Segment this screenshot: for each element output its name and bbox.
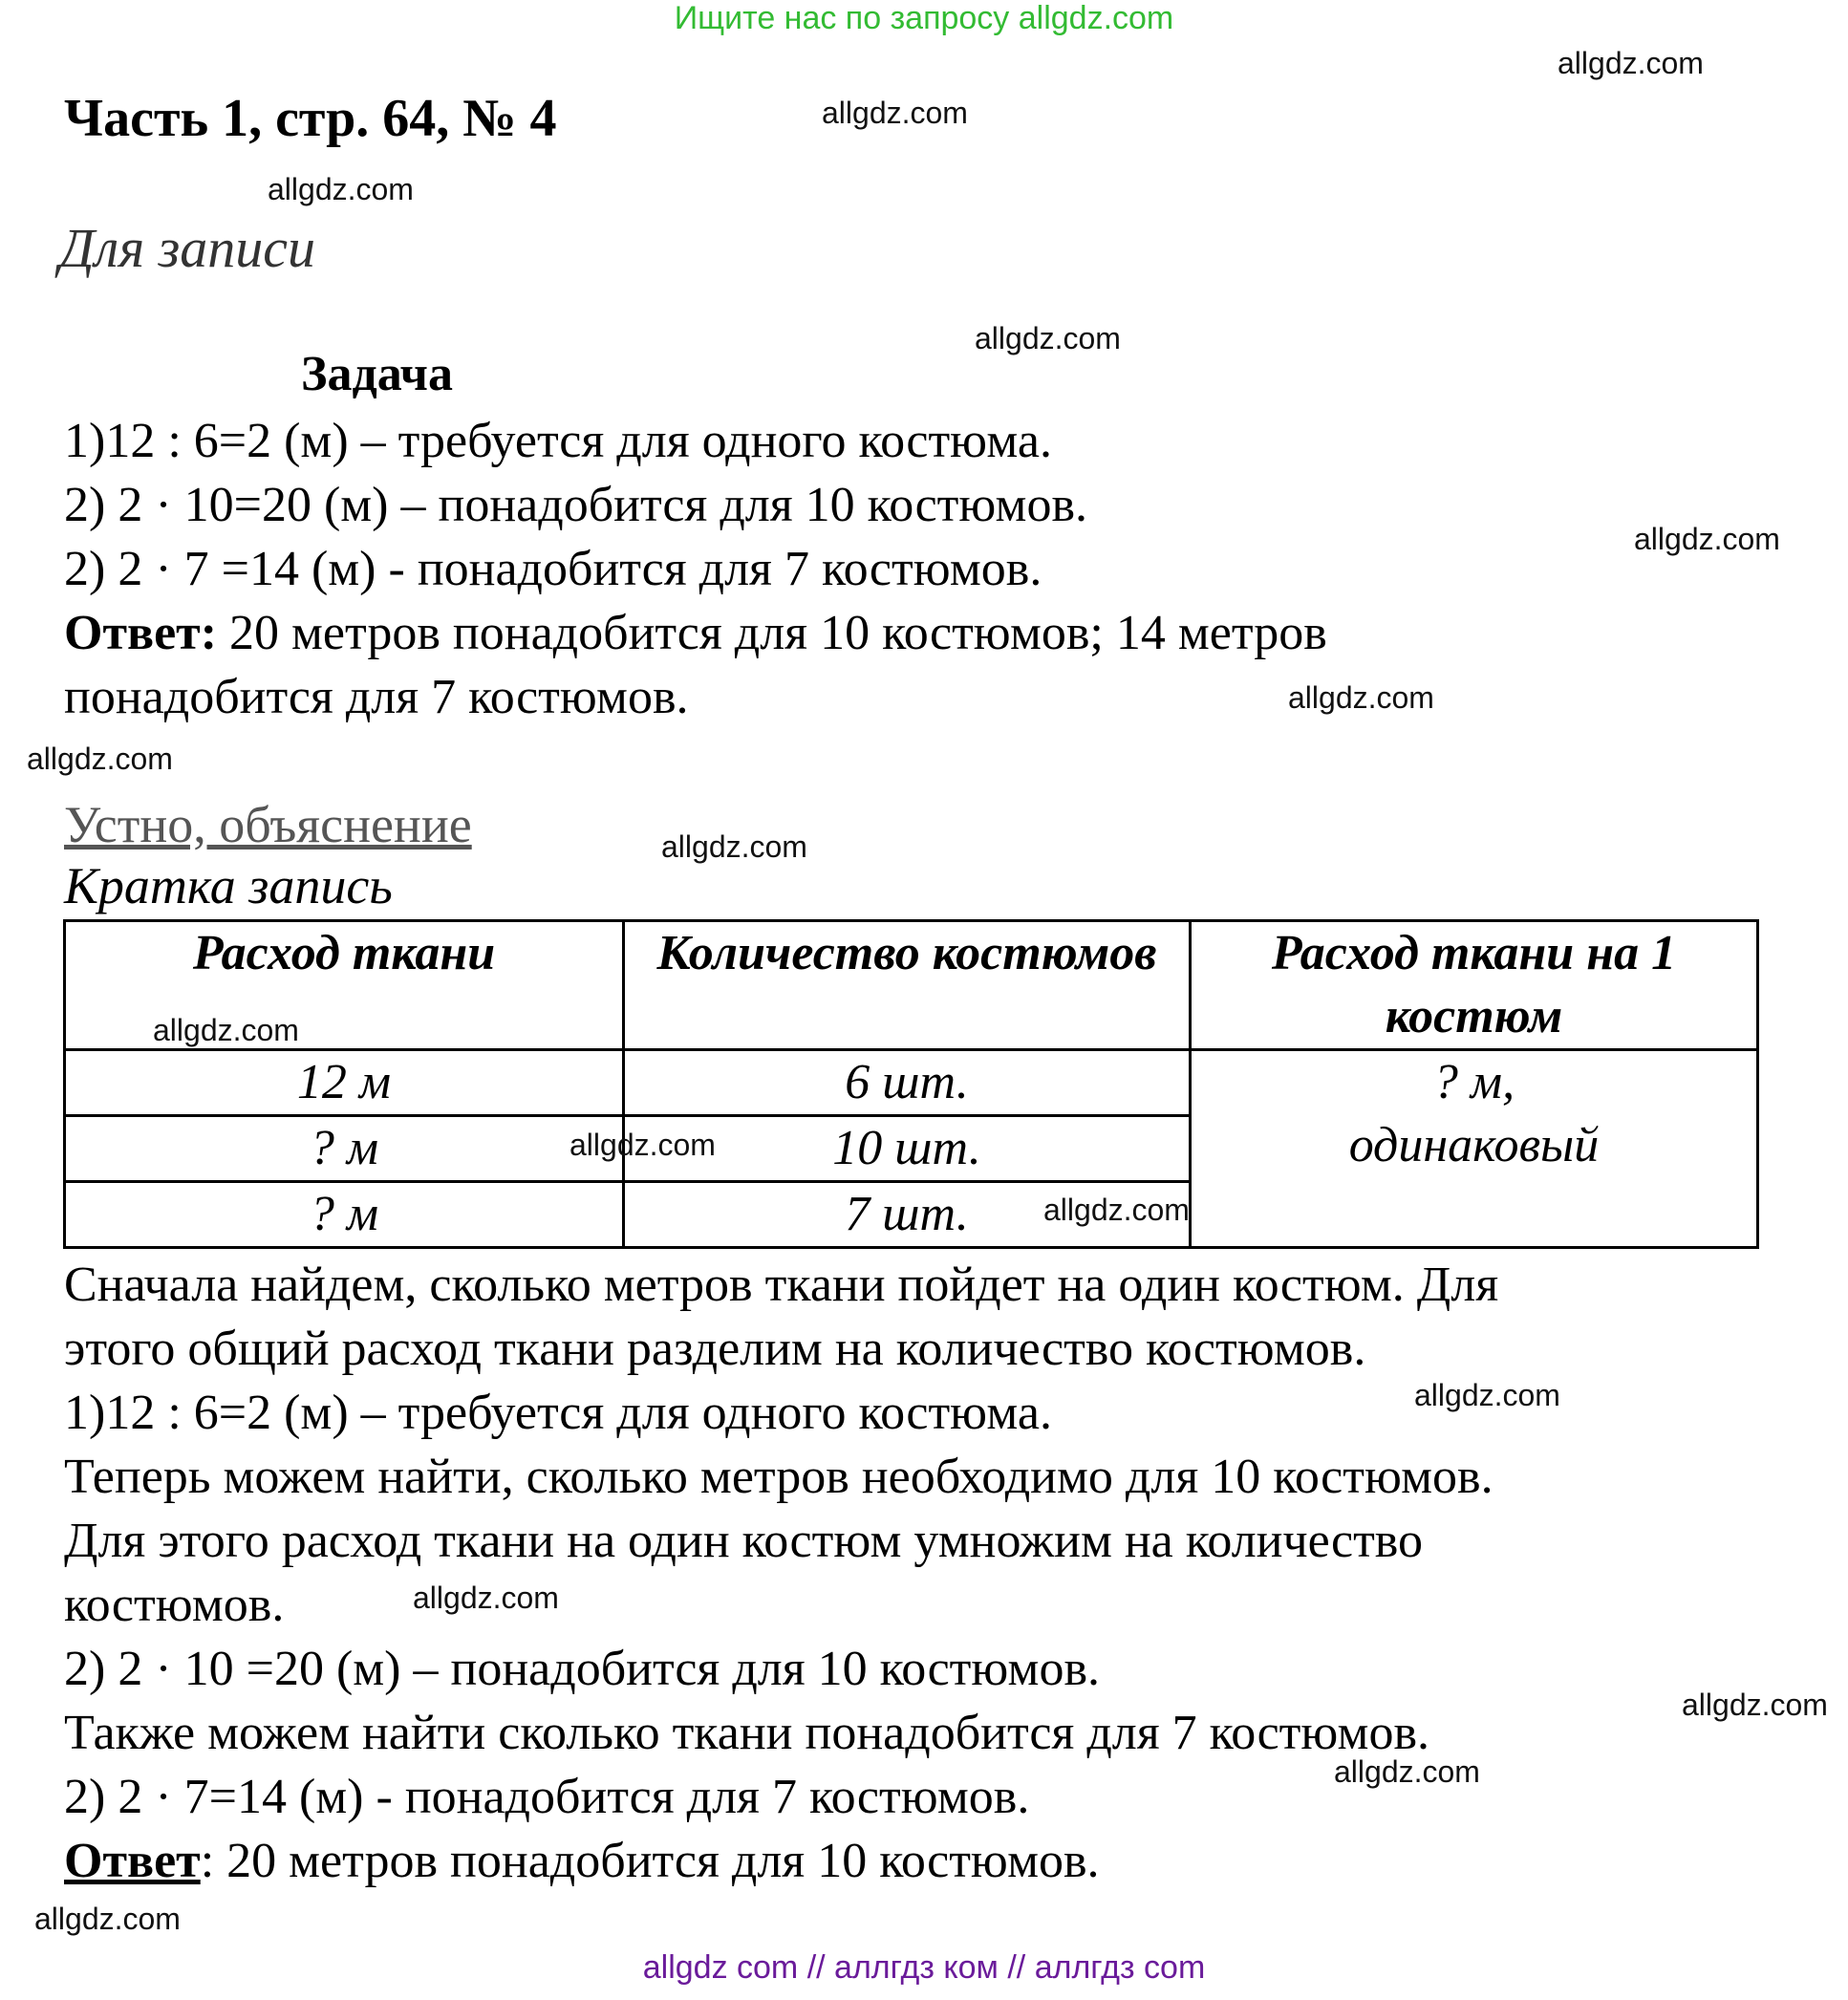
cell-count-3: 7 шт. — [624, 1182, 1191, 1248]
explanation-line-6: костюмов. — [64, 1578, 285, 1632]
watermark: allgdz.com — [975, 321, 1121, 355]
cell-count-1: 6 шт. — [624, 1050, 1191, 1116]
table-row — [65, 1050, 1758, 1116]
explanation-line-7: 2) 2 · 10 =20 (м) – понадобится для 10 костюмов. — [64, 1642, 1101, 1696]
per-suit-line-1: ? м, — [1432, 1055, 1515, 1109]
watermark: allgdz.com — [661, 829, 807, 864]
explanation-line-4: Теперь можем найти, сколько метров необходимо для 10 костюмов. — [64, 1450, 1493, 1504]
cell-fabric-2: ? м — [65, 1116, 624, 1182]
oral-heading: Устно, объяснение — [64, 796, 472, 853]
watermark: allgdz.com — [1634, 522, 1780, 556]
page-title: Часть 1, стр. 64, № 4 — [64, 89, 557, 148]
explanation-answer-label: Ответ — [64, 1834, 201, 1888]
cell-count-2: 10 шт. — [624, 1116, 1191, 1182]
answer-text-1: 20 метров понадобится для 10 костюмов; 14 метров — [217, 606, 1327, 660]
watermark: allgdz.com — [268, 172, 414, 206]
explanation-answer-text: : 20 метров понадобится для 10 костюмов. — [200, 1834, 1100, 1888]
watermark: allgdz.com — [822, 96, 968, 130]
watermark: allgdz.com — [569, 1128, 716, 1162]
explanation-answer — [64, 1833, 1100, 1889]
top-banner[interactable]: Ищите нас по запросу allgdz.com — [674, 0, 1174, 36]
explanation-line-3: 1)12 : 6=2 (м) – требуется для одного костюма. — [64, 1386, 1052, 1440]
watermark: allgdz.com — [413, 1581, 559, 1615]
header-fabric-per-suit: Расход ткани на 1 костюм — [1191, 921, 1758, 1050]
watermark: allgdz.com — [1334, 1754, 1480, 1789]
per-suit-line-2: одинаковый — [1348, 1118, 1600, 1172]
watermark: allgdz.com — [1288, 680, 1434, 715]
task-line-3: 2) 2 · 7 =14 (м) - понадобится для 7 костюмов. — [64, 542, 1042, 596]
watermark: allgdz.com — [34, 1902, 181, 1936]
task-line-1: 1)12 : 6=2 (м) – требуется для одного костюма. — [64, 414, 1052, 468]
explanation-line-2: этого общий расход ткани разделим на количество костюмов. — [64, 1322, 1366, 1376]
watermark: allgdz.com — [1558, 46, 1704, 80]
cell-fabric-3: ? м — [65, 1182, 624, 1248]
bottom-banner[interactable]: allgdz com // аллгдз ком // аллгдз com — [642, 1949, 1206, 1986]
explanation-line-8: Также можем найти сколько ткани понадобится для 7 костюмов. — [64, 1706, 1430, 1760]
short-record-table — [63, 919, 1759, 1249]
section-record-heading: Для записи — [59, 217, 316, 279]
header-fabric-use: Расход ткани — [65, 921, 624, 1050]
table-header-row — [65, 921, 1758, 1050]
explanation-line-5: Для этого расход ткани на один костюм умножим на количество — [64, 1514, 1424, 1568]
task-answer-line-2: понадобится для 7 костюмов. — [64, 670, 689, 724]
cell-per-suit — [1191, 1050, 1758, 1248]
task-line-2: 2) 2 · 10=20 (м) – понадобится для 10 костюмов. — [64, 478, 1088, 532]
header-suit-count: Количество костюмов — [624, 921, 1191, 1050]
explanation-line-9: 2) 2 · 7=14 (м) - понадобится для 7 костюмов. — [64, 1770, 1030, 1824]
watermark: allgdz.com — [27, 742, 173, 776]
explanation-line-1: Сначала найдем, сколько метров ткани пойдет на один костюм. Для — [64, 1258, 1499, 1312]
short-record-heading: Кратка запись — [64, 857, 393, 914]
watermark: allgdz.com — [153, 1013, 299, 1047]
cell-fabric-1: 12 м — [65, 1050, 624, 1116]
task-answer-line-1 — [64, 605, 1327, 661]
watermark: allgdz.com — [1682, 1688, 1828, 1722]
watermark: allgdz.com — [1414, 1378, 1560, 1412]
task-heading: Задача — [301, 347, 453, 401]
answer-label: Ответ: — [64, 606, 218, 660]
watermark: allgdz.com — [1043, 1193, 1190, 1227]
